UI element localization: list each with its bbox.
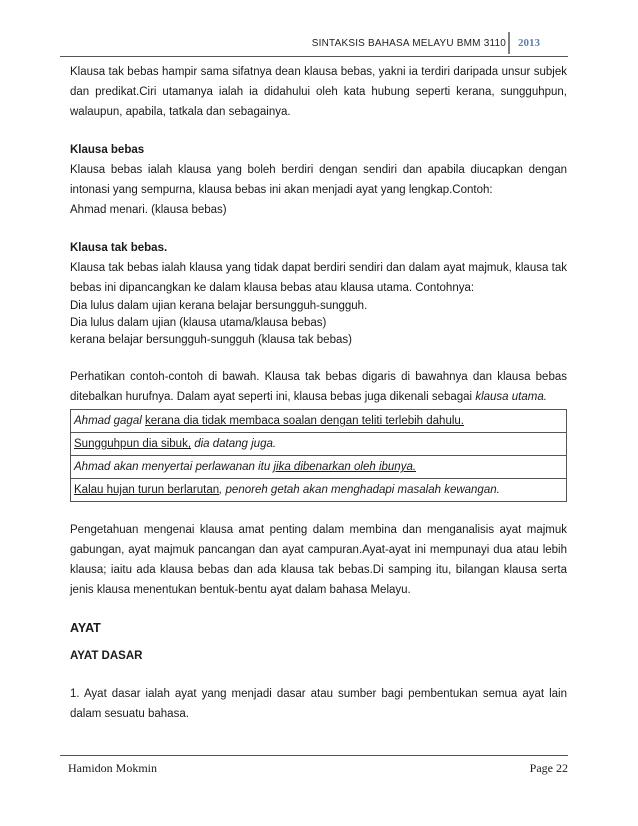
intro-paragraph: Klausa tak bebas hampir sama sifatnya dean klausa bebas, yakni ia terdiri daripada unsur subjek dan predikat.Ciri utamanya ialah ia didahului oleh kata hubung seperti kerana, sungguhpun, walaupun, apabila, tatkala dan sebagainya. — [70, 66, 567, 118]
header-year: 2013 — [518, 37, 540, 49]
perhatikan-text: Perhatikan contoh-contoh di bawah. Klausa tak bebas digaris di bawahnya dan klausa bebas ditebalkan hurufnya. Dalam ayat seperti ini, klausa bebas juga dikenali sebagai — [70, 371, 567, 403]
footer-rule — [60, 755, 568, 756]
examples-table — [70, 409, 567, 502]
header-rule — [60, 56, 568, 57]
table-row — [71, 456, 567, 479]
example-line-3: kerana belajar bersungguh-sungguh (klausa tak bebas) — [70, 334, 352, 346]
table-cell — [71, 479, 567, 502]
example-line-1: Dia lulus dalam ujian kerana belajar bersungguh-sungguh. — [70, 300, 368, 312]
ayat-dasar-point-1: 1. Ayat dasar ialah ayat yang menjadi dasar atau sumber bagi pembentukan semua ayat lain dalam sesuatu bahasa. — [70, 688, 567, 720]
heading-ayat: AYAT — [70, 621, 101, 635]
page-header — [0, 36, 638, 56]
document-body — [70, 62, 567, 724]
klausa-bebas-example: Ahmad menari. (klausa bebas) — [70, 204, 227, 216]
header-divider — [508, 32, 510, 54]
table-cell — [71, 456, 567, 479]
free-clause: , penoreh getah akan menghadapi masalah kewangan. — [219, 484, 500, 496]
table-row — [71, 433, 567, 456]
free-clause: dia datang juga. — [194, 438, 277, 450]
free-clause: Ahmad akan menyertai perlawanan itu — [74, 461, 271, 473]
footer-author: Hamidon Mokmin — [68, 761, 157, 775]
table-cell — [71, 410, 567, 433]
heading-klausa-bebas: Klausa bebas — [70, 144, 145, 156]
example-line-2: Dia lulus dalam ujian (klausa utama/klausa bebas) — [70, 317, 327, 329]
heading-klausa-tak-bebas: Klausa tak bebas. — [70, 242, 168, 254]
dependent-clause: kerana dia tidak membaca soalan dengan teliti terlebih dahulu. — [144, 415, 464, 427]
table-cell — [71, 433, 567, 456]
header-title: SINTAKSIS BAHASA MELAYU BMM 3110 — [311, 38, 506, 49]
table-row — [71, 410, 567, 433]
free-clause: Ahmad gagal — [74, 415, 142, 427]
heading-ayat-dasar: AYAT DASAR — [70, 650, 143, 662]
klausa-tak-bebas-paragraph: Klausa tak bebas ialah klausa yang tidak dapat berdiri sendiri dan dalam ayat majmuk, klausa tak bebas ini dipancangkan ke dalam klausa bebas atau klausa utama. Contohnya: — [70, 262, 567, 294]
page-footer — [60, 755, 568, 775]
klausa-bebas-paragraph: Klausa bebas ialah klausa yang boleh berdiri dengan sendiri dan apabila diucapkan dengan intonasi yang sempurna, klausa bebas ini akan menjadi ayat yang lengkap.Contoh: — [70, 164, 567, 196]
perhatikan-paragraph — [70, 367, 567, 407]
footer-page-number: Page 22 — [529, 761, 568, 775]
table-row — [71, 479, 567, 502]
pengetahuan-paragraph: Pengetahuan mengenai klausa amat penting dalam membina dan menganalisis ayat majmuk gabungan, ayat majmuk pancangan dan ayat campuran.Ayat-ayat ini mempunayi dua atau lebih klausa; iaitu ada klausa bebas dan ada klausa tak bebas.Di samping itu, bilangan klausa serta jenis klausa menentukan bentuk-bentu ayat dalam bahasa Melayu. — [70, 524, 567, 596]
dependent-clause: Sungguhpun dia sibuk, — [74, 438, 192, 450]
dependent-clause: jika dibenarkan oleh ibunya. — [273, 461, 417, 473]
klausa-utama-term: klausa utama. — [475, 391, 547, 403]
dependent-clause: Kalau hujan turun berlarutan — [74, 484, 220, 496]
